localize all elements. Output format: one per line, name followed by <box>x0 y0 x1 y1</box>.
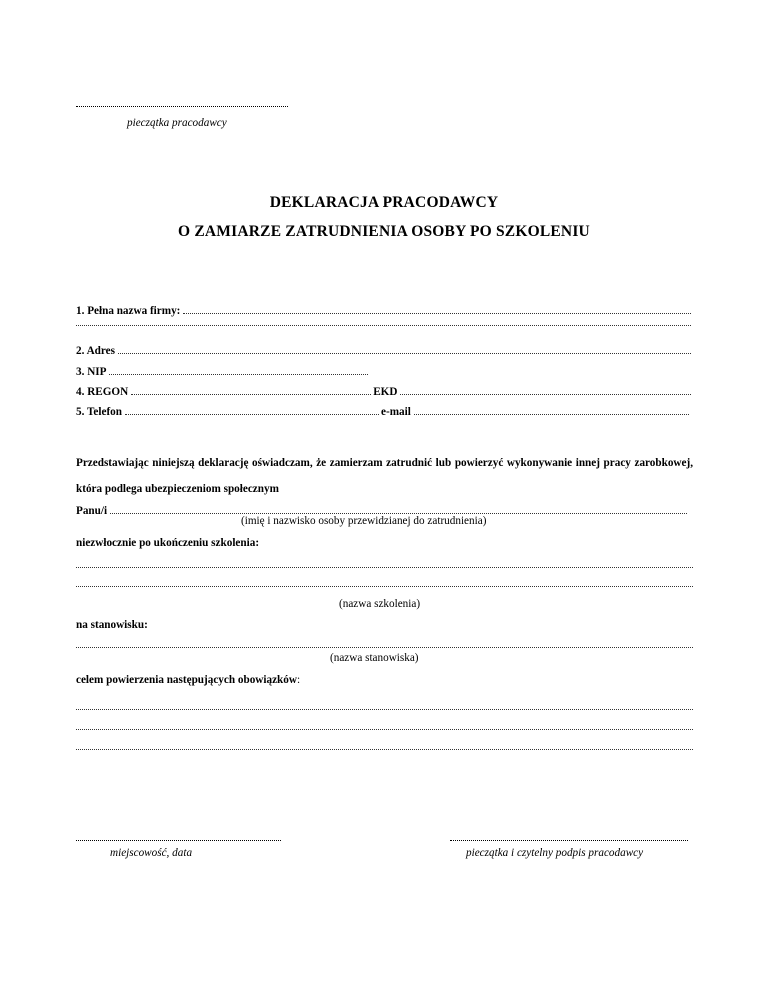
duties-field-3[interactable] <box>76 749 693 750</box>
duties-colon: : <box>296 674 301 686</box>
company-name-field[interactable] <box>183 313 691 314</box>
person-label: Panu/i <box>76 505 108 517</box>
address-label: 2. Adres <box>76 345 115 357</box>
stamp-line <box>76 106 288 107</box>
stamp-caption: pieczątka pracodawcy <box>127 117 227 129</box>
training-caption: (nazwa szkolenia) <box>339 598 421 610</box>
address-row <box>76 345 693 359</box>
signature-caption: pieczątka i czytelny podpis pracodawcy <box>466 847 644 859</box>
declaration-text: Przedstawiając niniejszą deklarację oświadczam, że zamierzam zatrudnić lub powierzyć wykonywanie innej pracy zarobkowej, która podlega ubezpieczeniom społecznym <box>76 457 693 495</box>
place-date-line[interactable] <box>76 840 281 841</box>
duties-field-2[interactable] <box>76 729 693 730</box>
position-field[interactable] <box>76 647 693 648</box>
person-caption: (imię i nazwisko osoby przewidzianej do zatrudnienia) <box>241 515 487 527</box>
email-label: e-mail <box>381 406 411 418</box>
regon-field[interactable] <box>131 394 371 395</box>
ekd-field[interactable] <box>400 394 691 395</box>
person-field[interactable] <box>110 513 687 514</box>
address-field[interactable] <box>118 353 691 354</box>
company-name-label: 1. Pełna nazwa firmy: <box>76 305 181 317</box>
place-date-caption: miejscowość, data <box>110 847 193 859</box>
page-subtitle: O ZAMIARZE ZATRUDNIENIA OSOBY PO SZKOLENIU <box>178 223 590 240</box>
regon-label: 4. REGON <box>76 386 129 398</box>
page-title: DEKLARACJA PRACODAWCY <box>269 194 499 211</box>
regon-row <box>76 386 693 400</box>
training-field-1[interactable] <box>76 567 693 568</box>
company-name-row-2 <box>76 325 693 339</box>
company-name-row <box>76 305 693 319</box>
nip-row <box>76 366 370 380</box>
duties-label-row <box>76 674 300 686</box>
email-field[interactable] <box>414 414 689 415</box>
position-caption: (nazwa stanowiska) <box>330 652 419 664</box>
phone-field[interactable] <box>125 414 379 415</box>
nip-field[interactable] <box>109 374 368 375</box>
after-training-label: niezwłocznie po ukończeniu szkolenia: <box>76 537 260 549</box>
duties-field-1[interactable] <box>76 709 693 710</box>
phone-row <box>76 406 691 420</box>
nip-label: 3. NIP <box>76 366 107 378</box>
duties-label: celem powierzenia następujących obowiązków <box>76 674 297 686</box>
signature-line[interactable] <box>450 840 688 841</box>
company-name-field-2[interactable] <box>76 325 691 326</box>
position-label: na stanowisku: <box>76 619 148 631</box>
ekd-label: EKD <box>373 386 398 398</box>
phone-label: 5. Telefon <box>76 406 122 418</box>
training-field-2[interactable] <box>76 586 693 587</box>
